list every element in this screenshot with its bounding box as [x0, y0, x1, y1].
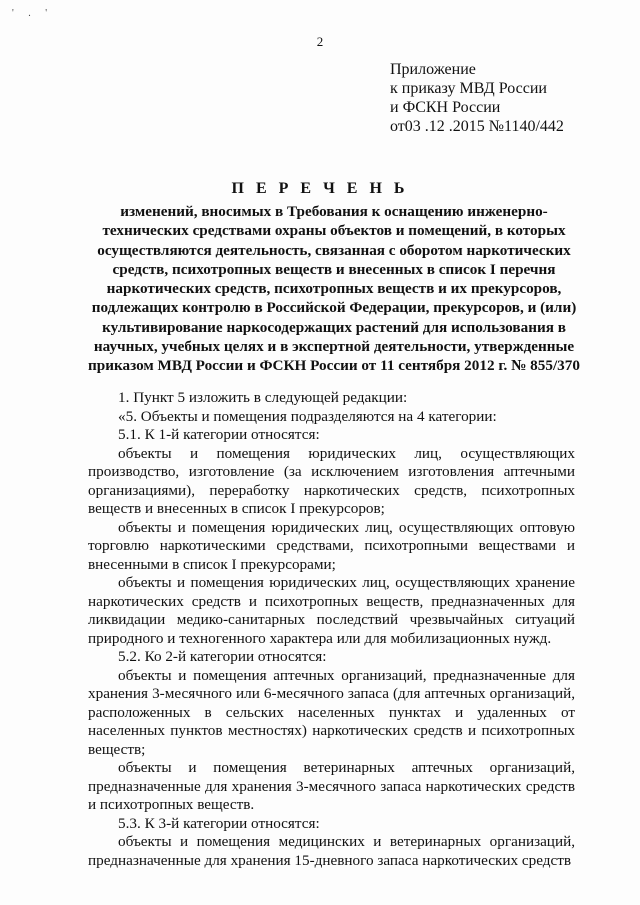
- paragraph: объекты и помещения медицинских и ветеринарных организаций, предназначенные для хранения 15-дневного запаса наркотических средств: [88, 833, 575, 869]
- appendix-line: и ФСКН России: [390, 99, 501, 116]
- paragraph: 5.3. К 3-й категории относятся:: [118, 814, 320, 832]
- paragraph: объекты и помещения ветеринарных аптечных организаций, предназначенные для хранения 3-месячного запаса наркотических средств и психотропных веществ.: [88, 759, 575, 813]
- paragraph: объекты и помещения юридических лиц, осуществляющих хранение наркотических средств и психотропных веществ, предназначенных для ликвидации медико-санитарных последствий чрезвычайных ситуаций природного и техногенного характера или для мобилизационных нужд.: [88, 574, 575, 647]
- paragraph: объекты и помещения юридических лиц, осуществляющих оптовую торговлю наркотическими средствами, психотропными веществами и внесенными в список I прекурсорами;: [88, 518, 575, 573]
- paragraph: 1. Пункт 5 изложить в следующей редакции:: [118, 389, 408, 406]
- appendix-line: к приказу МВД России: [390, 80, 547, 97]
- document-title: П Е Р Е Ч Е Н Ь: [231, 180, 409, 197]
- paragraph: «5. Объекты и помещения подразделяются на 4 категории:: [118, 407, 497, 425]
- paragraph: 5.2. Ко 2-й категории относятся:: [118, 648, 327, 665]
- scan-artifact-marks: ' . ': [12, 8, 54, 19]
- paragraph: объекты и помещения юридических лиц, осуществляющих производство, изготовление (за исключением изготовления аптечными организациями), переработку наркотических средств, психотропных веществ и внесенных в список I прекурсоров;: [88, 444, 575, 517]
- paragraph: 5.1. К 1-й категории относятся:: [118, 426, 320, 443]
- document-body: [88, 389, 575, 870]
- document-subtitle: изменений, вносимых в Требования к оснащению инженерно-технических средствами охраны объектов и помещений, в которых осуществляются деятельность, связанная с оборотом наркотических средств, психотропных веществ и внесенных в список I перечня наркотических средств, психотропных веществ и их прекурсоров, подлежащих контролю в Российской Федерации, прекурсоров, и (или) культивирование наркосодержащих растений для использования в научных, учебных целях и в экспертной деятельности, утвержденные приказом МВД России и ФСКН России от 11 сентября 2012 г. № 855/370: [88, 203, 580, 375]
- appendix-date-line: от03 .12 .2015 №1140/442: [390, 118, 564, 135]
- appendix-block: [390, 60, 564, 136]
- paragraph: объекты и помещения аптечных организаций, предназначенные для хранения 3-месячного или 6-месячного запаса (для аптечных организаций, расположенных в сельских населенных пунктах и удаленных от населенных пунктов местностях) наркотических средств и психотропных веществ;: [88, 666, 575, 758]
- page-number: 2: [316, 34, 324, 49]
- appendix-line: Приложение: [390, 61, 476, 78]
